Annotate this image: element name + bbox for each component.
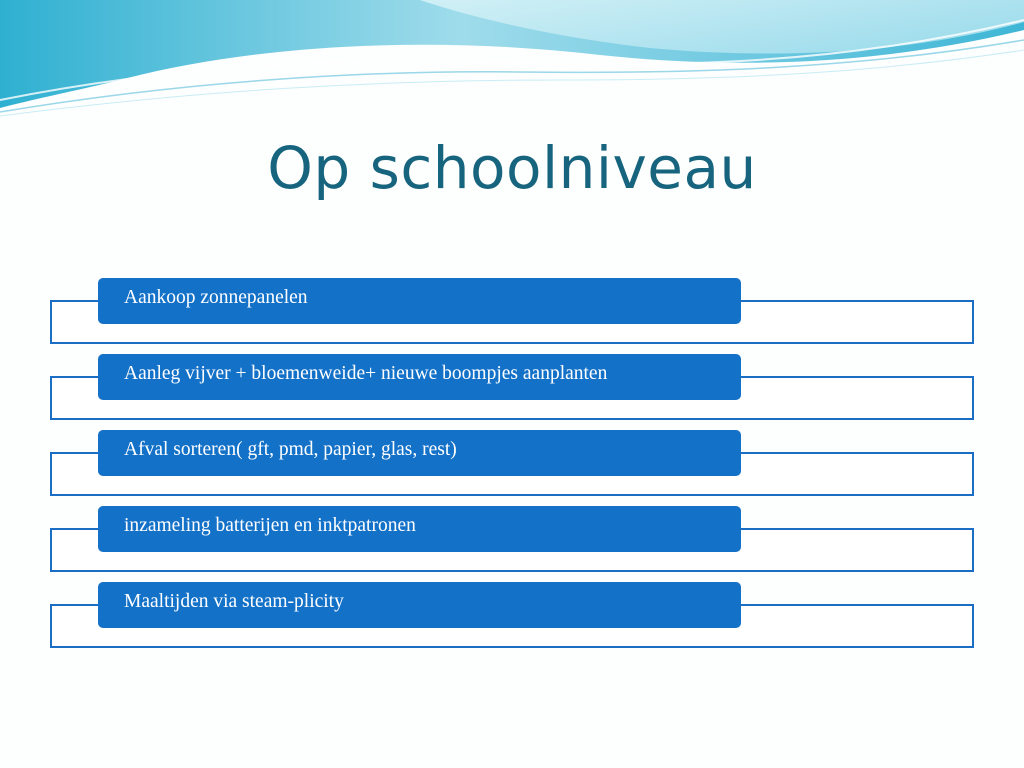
list-item [0,430,1024,500]
list-item [0,354,1024,424]
slide-title: Op schoolniveau [267,134,757,202]
item-label: Aanleg vijver + bloemenweide+ nieuwe boompjes aanplanten [98,354,741,400]
item-label: Afval sorteren( gft, pmd, papier, glas, rest) [98,430,741,476]
item-label: Maaltijden via steam-plicity [98,582,741,628]
list-item [0,582,1024,652]
list-item [0,278,1024,348]
item-label: Aankoop zonnepanelen [98,278,741,324]
item-label: inzameling batterijen en inktpatronen [98,506,741,552]
list-item [0,506,1024,576]
